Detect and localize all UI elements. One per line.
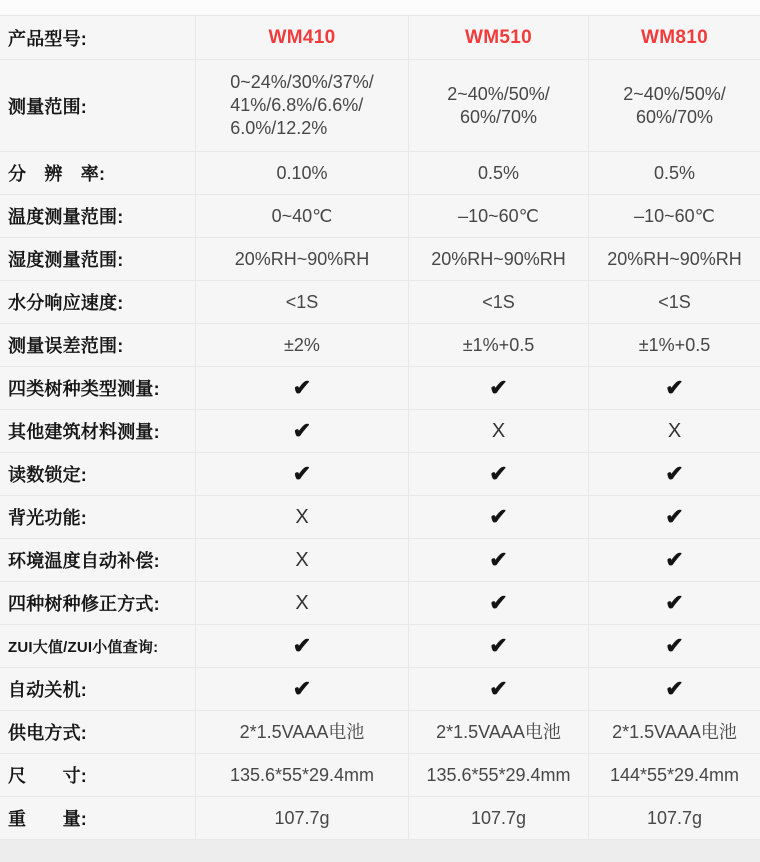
cell-value: –10~60℃ xyxy=(458,205,539,226)
table-cell-WM410 xyxy=(195,797,408,839)
check-icon: ✔ xyxy=(665,547,684,572)
cell-value: 0~24%/30%/37%/ 41%/6.8%/6.6%/ 6.0%/12.2% xyxy=(230,72,374,138)
cell-value: WM510 xyxy=(465,27,532,48)
cell-value: <1S xyxy=(658,291,691,312)
table-cell-WM510 xyxy=(408,496,588,538)
cell-value: 2*1.5VAAA电池 xyxy=(612,721,737,742)
table-cell-WM410 xyxy=(195,754,408,796)
check-icon: ✔ xyxy=(489,461,508,486)
row-label: 温度测量范围: xyxy=(8,207,124,227)
table-cell-WM410 xyxy=(195,367,408,409)
table-cell-WM410 xyxy=(195,60,408,151)
cell-value: 135.6*55*29.4mm xyxy=(229,764,375,785)
cross-icon: X xyxy=(295,549,309,571)
cell-value: 135.6*55*29.4mm xyxy=(426,764,571,785)
table-cell-WM810 xyxy=(588,754,760,796)
table-cell-WM410 xyxy=(195,496,408,538)
table-cell-WM510 xyxy=(408,16,588,59)
table-cell-WM410 xyxy=(195,16,408,59)
table-row xyxy=(0,496,760,539)
table-cell-WM410 xyxy=(195,668,408,710)
check-icon: ✔ xyxy=(665,633,684,658)
table-cell-WM810 xyxy=(588,453,760,495)
row-label: 测量范围: xyxy=(8,96,87,117)
cell-value: 0.5% xyxy=(477,162,520,183)
cell-value: ±1%+0.5 xyxy=(462,334,535,355)
table-row xyxy=(0,797,760,840)
cross-icon: X xyxy=(667,420,682,442)
row-label: 读数锁定: xyxy=(8,465,87,485)
table-cell-WM810 xyxy=(588,60,760,151)
table-cell-WM410 xyxy=(195,152,408,194)
table-row xyxy=(0,367,760,410)
cell-value: 107.7g xyxy=(646,807,703,828)
table-cell-WM510 xyxy=(408,711,588,753)
table-cell-WM510 xyxy=(408,453,588,495)
cell-value: 20%RH~90%RH xyxy=(607,248,742,269)
table-cell-WM510 xyxy=(408,797,588,839)
table-cell-WM510 xyxy=(408,281,588,323)
table-row xyxy=(0,625,760,668)
cell-value: 0.10% xyxy=(276,162,328,183)
check-icon: ✔ xyxy=(665,375,684,400)
table-cell-WM510 xyxy=(408,539,588,581)
cell-value: –10~60℃ xyxy=(634,205,715,226)
table-row xyxy=(0,711,760,754)
row-label: 重 量: xyxy=(8,809,87,829)
row-label: 尺 寸: xyxy=(8,766,87,786)
table-cell-WM410 xyxy=(195,539,408,581)
check-icon: ✔ xyxy=(489,590,508,615)
check-icon: ✔ xyxy=(489,375,508,400)
table-row xyxy=(0,754,760,797)
table-cell-WM510 xyxy=(408,60,588,151)
table-cell-WM410 xyxy=(195,324,408,366)
table-cell-WM810 xyxy=(588,496,760,538)
table-cell-WM410 xyxy=(195,711,408,753)
table-cell-WM810 xyxy=(588,367,760,409)
row-label: 四种树种修正方式: xyxy=(8,594,160,614)
check-icon: ✔ xyxy=(489,504,508,529)
table-cell-WM810 xyxy=(588,195,760,237)
table-row xyxy=(0,195,760,238)
check-icon: ✔ xyxy=(489,633,508,658)
cell-value: <1S xyxy=(285,291,319,312)
table-cell-WM810 xyxy=(588,625,760,667)
table-row xyxy=(0,281,760,324)
check-icon: ✔ xyxy=(489,547,508,572)
cell-value: WM410 xyxy=(268,27,336,48)
table-cell-WM810 xyxy=(588,711,760,753)
table-cell-WM510 xyxy=(408,152,588,194)
table-cell-WM510 xyxy=(408,410,588,452)
cross-icon: X xyxy=(295,592,309,614)
cell-value: 0.5% xyxy=(653,162,696,183)
cross-icon: X xyxy=(295,506,309,528)
table-row xyxy=(0,152,760,195)
cell-value: 2*1.5VAAA电池 xyxy=(436,721,561,742)
table-cell-WM510 xyxy=(408,324,588,366)
cross-icon: X xyxy=(491,420,506,442)
cell-value: 20%RH~90%RH xyxy=(234,248,370,269)
check-icon: ✔ xyxy=(292,375,312,400)
table-cell-WM810 xyxy=(588,152,760,194)
cell-value: ±2% xyxy=(284,334,320,355)
table-cell-WM810 xyxy=(588,410,760,452)
spec-comparison-table xyxy=(0,16,760,840)
check-icon: ✔ xyxy=(292,461,312,486)
row-label: 其他建筑材料测量: xyxy=(8,422,160,442)
cell-value: 20%RH~90%RH xyxy=(431,248,566,269)
top-band xyxy=(0,0,760,16)
table-cell-WM510 xyxy=(408,625,588,667)
table-cell-WM810 xyxy=(588,539,760,581)
row-label: 供电方式: xyxy=(8,723,87,743)
cell-value: 0~40℃ xyxy=(271,205,333,226)
check-icon: ✔ xyxy=(292,676,312,701)
check-icon: ✔ xyxy=(489,676,508,701)
table-cell-WM810 xyxy=(588,281,760,323)
table-cell-WM810 xyxy=(588,238,760,280)
table-cell-WM410 xyxy=(195,410,408,452)
row-label: 环境温度自动补偿: xyxy=(8,551,160,571)
row-label: ZUI大值/ZUI小值查询: xyxy=(8,638,159,656)
table-cell-WM410 xyxy=(195,453,408,495)
row-label: 水分响应速度: xyxy=(8,293,124,313)
row-label: 四类树种类型测量: xyxy=(8,379,160,399)
cell-value: 144*55*29.4mm xyxy=(609,764,740,785)
table-row xyxy=(0,668,760,711)
cell-value: <1S xyxy=(482,291,515,312)
cell-value: WM810 xyxy=(641,27,708,48)
table-cell-WM810 xyxy=(588,668,760,710)
cell-value: 2~40%/50%/ 60%/70% xyxy=(447,83,550,127)
check-icon: ✔ xyxy=(665,461,684,486)
table-row xyxy=(0,60,760,152)
table-row xyxy=(0,324,760,367)
table-cell-WM510 xyxy=(408,367,588,409)
table-cell-WM510 xyxy=(408,195,588,237)
check-icon: ✔ xyxy=(292,633,312,658)
cell-value: 107.7g xyxy=(470,807,527,828)
table-row xyxy=(0,453,760,496)
cell-value: 107.7g xyxy=(274,807,330,828)
table-cell-WM510 xyxy=(408,582,588,624)
table-row xyxy=(0,410,760,453)
table-cell-WM810 xyxy=(588,324,760,366)
table-row xyxy=(0,16,760,60)
table-cell-WM810 xyxy=(588,16,760,59)
check-icon: ✔ xyxy=(665,676,684,701)
row-label: 测量误差范围: xyxy=(8,336,124,356)
row-label: 产品型号: xyxy=(8,28,87,49)
check-icon: ✔ xyxy=(665,590,684,615)
row-label: 湿度测量范围: xyxy=(8,250,124,270)
table-cell-WM510 xyxy=(408,754,588,796)
table-row xyxy=(0,539,760,582)
table-cell-WM410 xyxy=(195,195,408,237)
table-cell-WM810 xyxy=(588,582,760,624)
table-row xyxy=(0,238,760,281)
row-label: 背光功能: xyxy=(8,508,87,528)
table-row xyxy=(0,582,760,625)
table-cell-WM410 xyxy=(195,582,408,624)
check-icon: ✔ xyxy=(292,418,312,443)
cell-value: 2*1.5VAAA电池 xyxy=(239,721,365,742)
table-cell-WM410 xyxy=(195,238,408,280)
bottom-band xyxy=(0,840,760,862)
cell-value: 2~40%/50%/ 60%/70% xyxy=(623,83,726,127)
cell-value: ±1%+0.5 xyxy=(638,334,711,355)
table-cell-WM510 xyxy=(408,238,588,280)
table-cell-WM410 xyxy=(195,281,408,323)
table-cell-WM510 xyxy=(408,668,588,710)
row-label: 自动关机: xyxy=(8,680,87,700)
table-cell-WM810 xyxy=(588,797,760,839)
check-icon: ✔ xyxy=(665,504,684,529)
table-cell-WM410 xyxy=(195,625,408,667)
row-label: 分 辨 率: xyxy=(8,164,106,184)
